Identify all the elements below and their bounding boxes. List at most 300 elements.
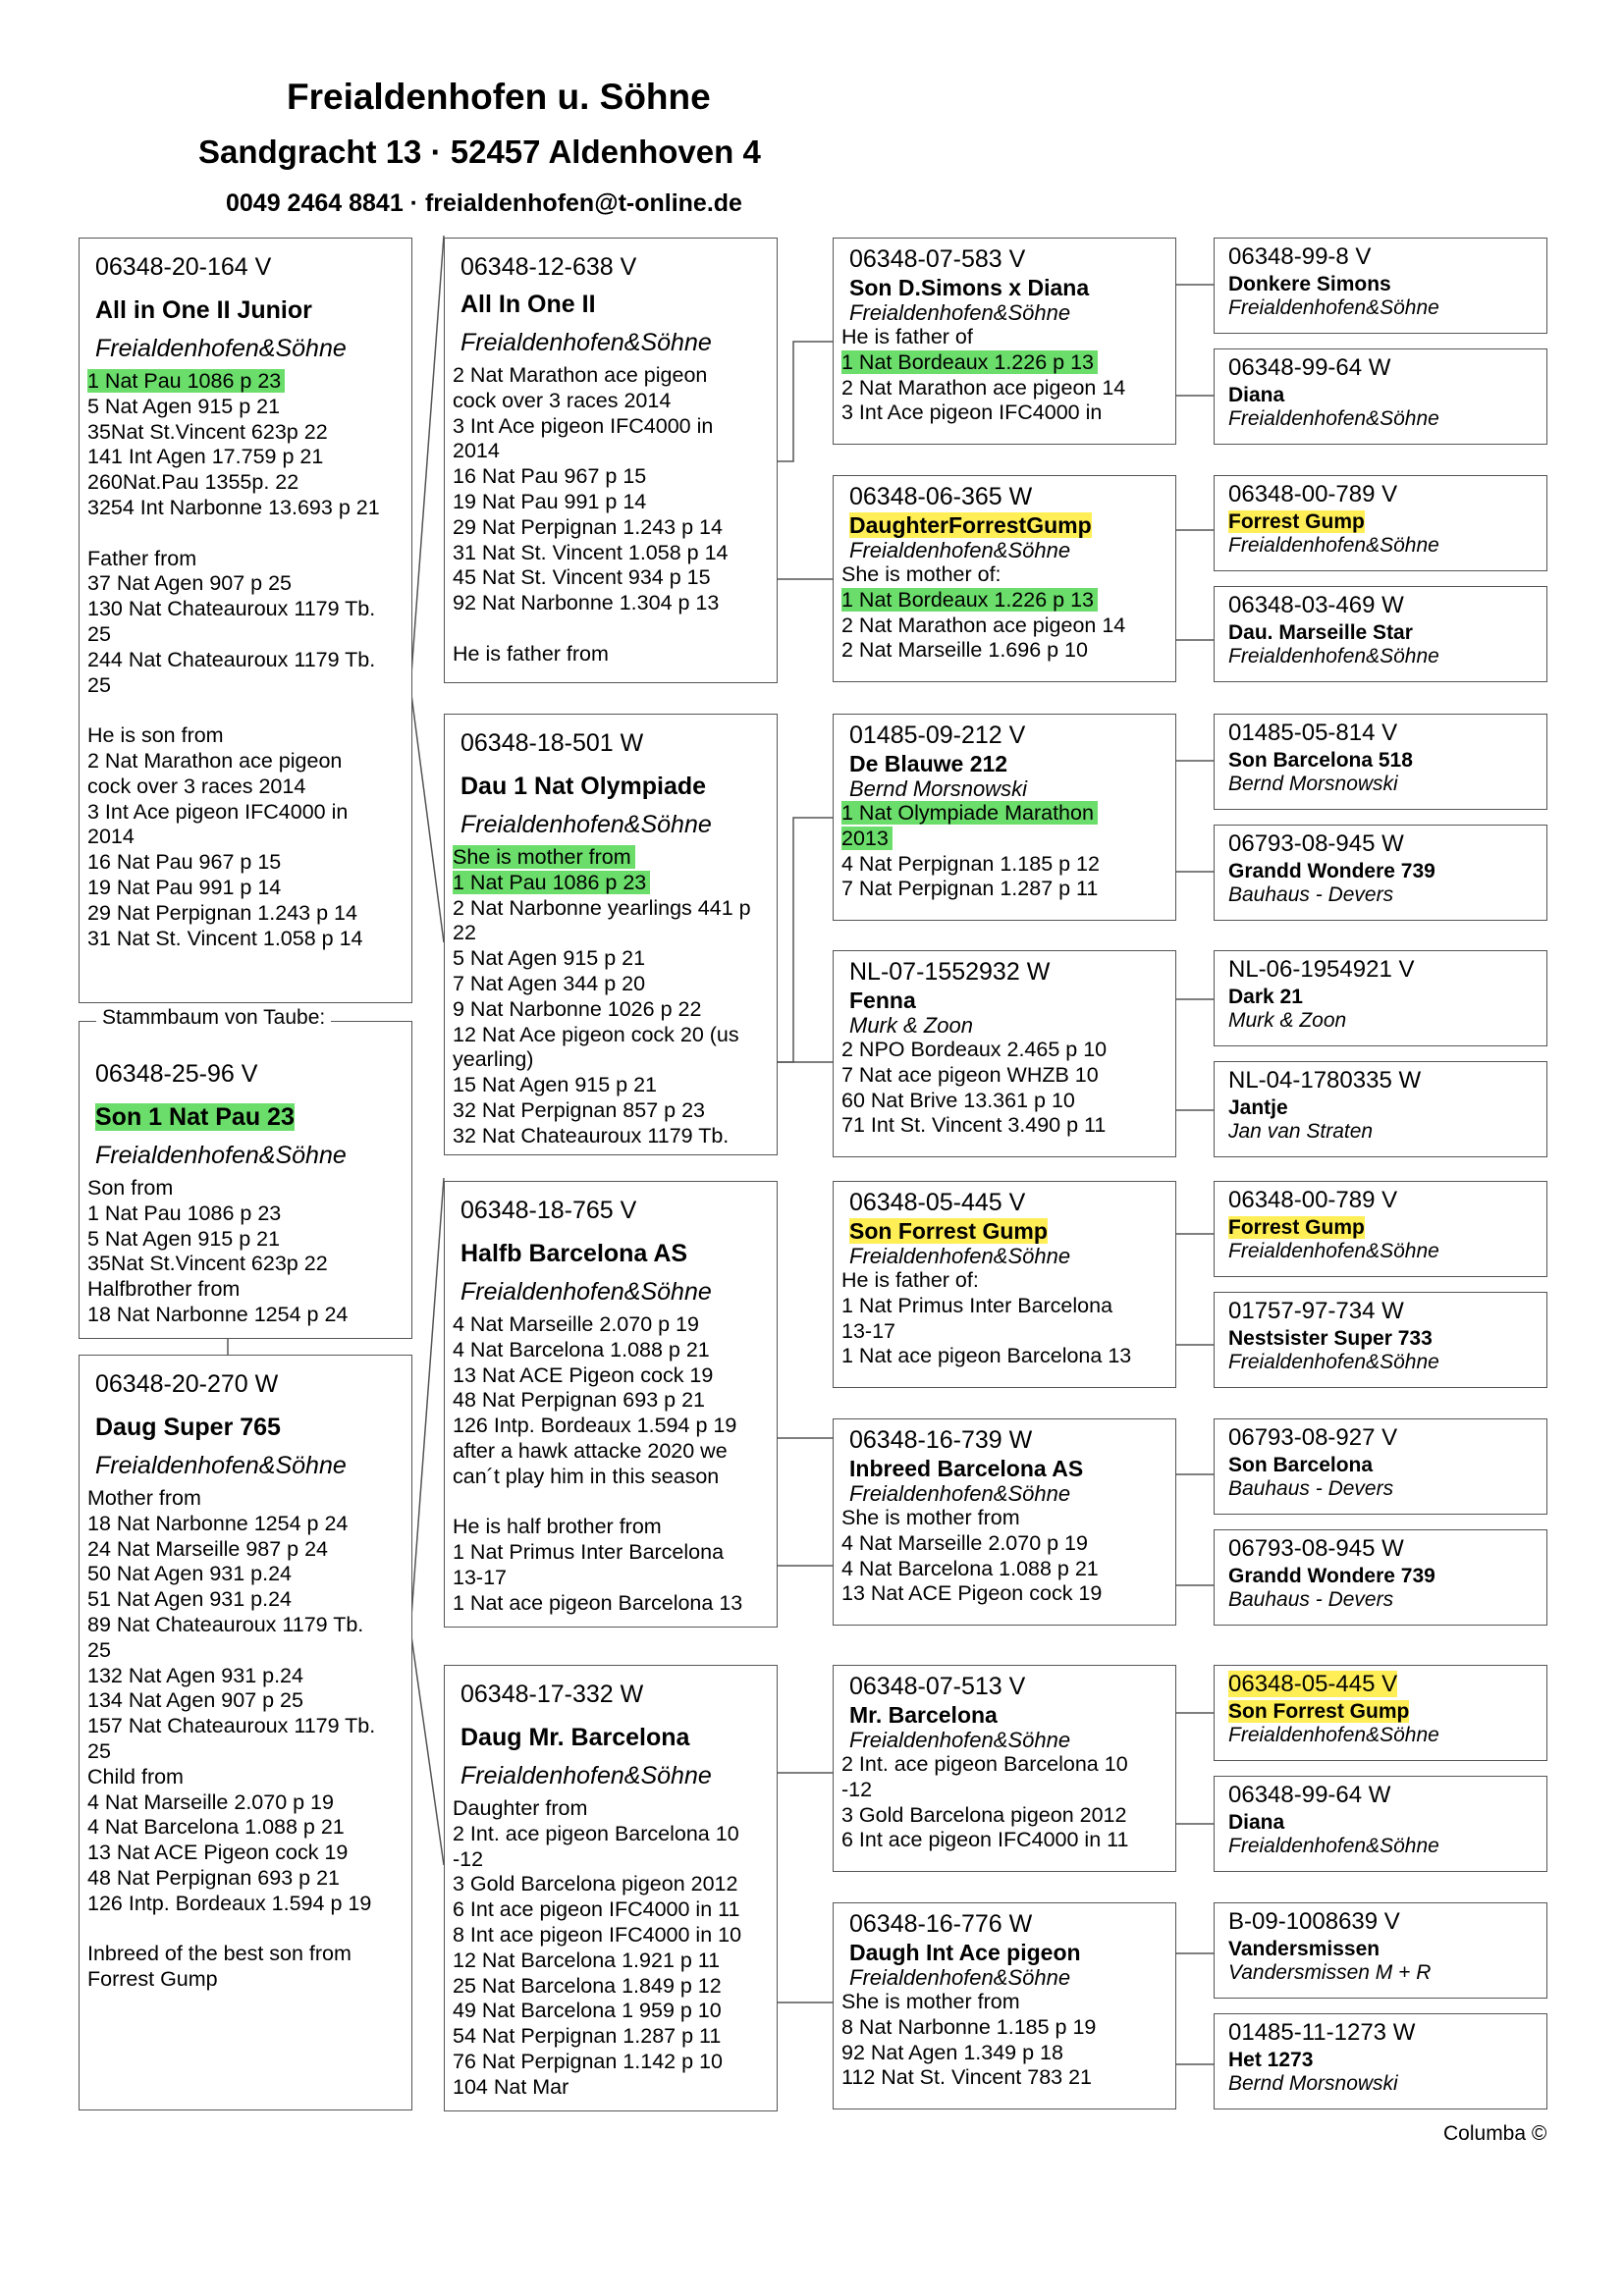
pigeon-name: Daug Super 765 <box>95 1414 281 1441</box>
performance-line <box>841 1089 1167 1114</box>
performance-line <box>453 921 769 946</box>
ring-number-text: 06348-03-469 W <box>1228 592 1404 618</box>
performance-line <box>453 1999 769 2024</box>
grandparent-card <box>444 238 778 683</box>
performance-text: 29 Nat Perpignan 1.243 p 14 <box>453 514 723 539</box>
performance-list <box>841 562 1167 664</box>
great-grandparent-card <box>833 1902 1176 2109</box>
performance-text: 35Nat St.Vincent 623p 22 <box>87 419 328 444</box>
performance-text: 5 Nat Agen 915 p 21 <box>87 394 281 418</box>
performance-line <box>841 1557 1167 1582</box>
performance-text: 92 Nat Agen 1.349 p 18 <box>841 2040 1063 2064</box>
performance-list <box>841 1038 1167 1139</box>
performance-line <box>841 1113 1167 1139</box>
performance-line <box>87 1613 404 1638</box>
sibling-pigeon-card <box>79 1021 412 1339</box>
g3-pigeon-card <box>1214 238 1547 334</box>
performance-text: 1 Nat Pau 1086 p 23 <box>87 369 285 393</box>
performance-text: Son from <box>87 1176 174 1200</box>
breeder-contact: 0049 2464 8841 · freialdenhofen@t-online.de <box>226 189 742 217</box>
breeder-name: Murk & Zoon <box>1228 1009 1347 1032</box>
performance-line <box>453 1923 769 1949</box>
performance-line <box>453 490 769 515</box>
performance-text: 3 Int Ace pigeon IFC4000 in <box>453 413 714 438</box>
performance-text: 4 Nat Barcelona 1.088 p 21 <box>453 1337 710 1362</box>
performance-text: 25 <box>87 1738 111 1763</box>
pigeon-name-text: Fenna <box>849 988 916 1013</box>
performance-line <box>87 876 404 901</box>
performance-text: 2013 <box>841 827 893 850</box>
performance-text: He is father of: <box>841 1268 979 1292</box>
performance-line <box>841 1294 1167 1319</box>
pigeon-name-text: Forrest Gump <box>1228 510 1365 533</box>
connector-line <box>776 818 833 1062</box>
ring-number: 06348-18-501 W <box>460 729 644 757</box>
performance-line <box>453 2075 769 2101</box>
performance-text: 126 Intp. Bordeaux 1.594 p 19 <box>87 1891 372 1915</box>
performance-line <box>841 852 1167 878</box>
performance-text: 1 Nat Pau 1086 p 23 <box>453 871 650 894</box>
performance-line <box>841 877 1167 902</box>
performance-list <box>453 363 769 667</box>
performance-text: 32 Nat Perpignan 857 p 23 <box>453 1097 706 1122</box>
performance-text: 2 Nat Marathon ace pigeon 14 <box>841 613 1126 637</box>
performance-text: cock over 3 races 2014 <box>87 774 306 798</box>
performance-text: 112 Nat St. Vincent 783 21 <box>841 2065 1092 2090</box>
performance-text: She is mother from <box>841 1506 1020 1529</box>
performance-line <box>87 723 404 749</box>
performance-list <box>841 1752 1167 1853</box>
performance-line <box>87 547 404 572</box>
breeder-name: Freialdenhofen&Söhne <box>1228 1835 1439 1857</box>
breeder-name: Bauhaus - Devers <box>1228 883 1394 906</box>
performance-line <box>841 1531 1167 1557</box>
performance-line <box>453 1388 769 1414</box>
performance-line <box>453 1312 769 1338</box>
performance-text: Mother from <box>87 1486 201 1510</box>
performance-text: 2 Nat Narbonne yearlings 441 p <box>453 895 751 920</box>
performance-line <box>87 1638 404 1664</box>
performance-line <box>841 2065 1167 2091</box>
performance-line <box>453 1439 769 1465</box>
performance-text: 141 Int Agen 17.759 p 21 <box>87 445 324 469</box>
performance-text: 50 Nat Agen 931 p.24 <box>87 1562 293 1586</box>
performance-list <box>841 325 1167 426</box>
great-grandparent-card <box>833 475 1176 682</box>
pigeon-name-text: Grandd Wondere 739 <box>1228 860 1435 882</box>
breeder-name: Freialdenhofen&Söhne <box>95 1452 347 1479</box>
performance-line <box>87 1892 404 1917</box>
performance-line <box>453 1796 769 1822</box>
performance-text: 4 Nat Barcelona 1.088 p 21 <box>87 1815 345 1840</box>
performance-line <box>87 1714 404 1739</box>
performance-text: 13-17 <box>841 1318 895 1343</box>
pigeon-name: Dau 1 Nat Olympiade <box>460 773 707 800</box>
performance-line <box>453 642 769 667</box>
pigeon-name-text: Mr. Barcelona <box>849 1702 998 1728</box>
ring-number <box>1228 242 1533 272</box>
performance-line <box>841 1038 1167 1063</box>
breeder-name: Freialdenhofen&Söhne <box>849 1244 1071 1268</box>
performance-line <box>87 1664 404 1689</box>
performance-line <box>87 774 404 800</box>
pigeon-name <box>1228 1215 1533 1240</box>
performance-text: 4 Nat Perpignan 1.185 p 12 <box>841 851 1100 876</box>
g3-pigeon-card <box>1214 2013 1547 2109</box>
performance-text: 2014 <box>453 439 500 463</box>
performance-line <box>453 1897 769 1923</box>
great-grandparent-card <box>833 714 1176 921</box>
pigeon-name <box>1228 1937 1533 1961</box>
performance-line <box>87 1303 404 1328</box>
subject-pigeon-card <box>79 238 412 1003</box>
pigeon-name <box>849 751 1167 777</box>
performance-text: 132 Nat Agen 931 p.24 <box>87 1663 303 1687</box>
performance-text: 29 Nat Perpignan 1.243 p 14 <box>87 900 357 925</box>
g3-pigeon-card <box>1214 1776 1547 1872</box>
performance-line <box>453 1124 769 1149</box>
pigeon-name-text: Diana <box>1228 1811 1285 1834</box>
performance-line <box>841 827 1167 852</box>
performance-line <box>87 648 404 673</box>
g3-pigeon-card <box>1214 1418 1547 1515</box>
performance-text: 92 Nat Narbonne 1.304 p 13 <box>453 591 720 615</box>
performance-text: 3 Int Ace pigeon IFC4000 in <box>87 799 349 824</box>
performance-line <box>87 1277 404 1303</box>
performance-text: Father from <box>87 546 197 570</box>
ring-number: 06348-16-776 W <box>849 1910 1033 1938</box>
ring-number: 01485-09-212 V <box>849 721 1026 749</box>
ring-number <box>1228 1186 1533 1215</box>
performance-line <box>841 1752 1167 1778</box>
performance-line <box>841 2041 1167 2066</box>
ring-number-text: NL-06-1954921 V <box>1228 956 1415 983</box>
performance-line <box>453 1363 769 1389</box>
performance-line <box>87 1176 404 1201</box>
performance-text: 9 Nat Narbonne 1026 p 22 <box>453 996 702 1021</box>
performance-line <box>453 1073 769 1098</box>
performance-line <box>453 1465 769 1490</box>
performance-text: 1 Nat Primus Inter Barcelona <box>453 1540 725 1565</box>
g3-pigeon-card <box>1214 1292 1547 1388</box>
performance-text: 51 Nat Agen 931 p.24 <box>87 1587 293 1612</box>
performance-text: 130 Nat Chateauroux 1179 Tb. <box>87 597 376 621</box>
performance-line <box>841 1803 1167 1829</box>
performance-line <box>87 673 404 699</box>
breeder-name: Freialdenhofen&Söhne <box>849 1481 1071 1506</box>
performance-text: 48 Nat Perpignan 693 p 21 <box>453 1388 706 1413</box>
ring-number: NL-07-1552932 W <box>849 958 1051 986</box>
performance-text: 12 Nat Ace pigeon cock 20 (us <box>453 1022 739 1046</box>
performance-line <box>453 1822 769 1847</box>
performance-text: -12 <box>841 1777 873 1801</box>
performance-text: 2 Nat Marathon ace pigeon 14 <box>841 375 1126 400</box>
performance-text: after a hawk attacke 2020 we <box>453 1438 728 1463</box>
performance-line <box>841 638 1167 664</box>
performance-line <box>87 850 404 876</box>
performance-text: 25 <box>87 621 111 646</box>
performance-line <box>453 997 769 1023</box>
performance-line <box>87 1688 404 1714</box>
ring-number-text: 06348-05-445 V <box>1228 1671 1398 1697</box>
performance-line <box>841 1344 1167 1369</box>
performance-line <box>841 1506 1167 1531</box>
ring-number <box>1228 591 1533 620</box>
performance-text: 13 Nat ACE Pigeon cock 19 <box>841 1581 1103 1606</box>
connector-line <box>410 687 444 942</box>
ring-number-text: 06793-08-945 W <box>1228 830 1404 857</box>
ring-number <box>1228 1781 1533 1810</box>
performance-list <box>841 1506 1167 1607</box>
pigeon-name <box>1228 985 1533 1009</box>
performance-line <box>841 325 1167 350</box>
performance-text: 5 Nat Agen 915 p 21 <box>87 1226 281 1251</box>
pigeon-name <box>849 988 1167 1014</box>
performance-line <box>87 1587 404 1613</box>
performance-text: 13 Nat ACE Pigeon cock 19 <box>87 1841 349 1865</box>
ring-number-text: 06348-99-8 V <box>1228 243 1372 270</box>
connector-line <box>410 1178 444 1629</box>
performance-text: 37 Nat Agen 907 p 25 <box>87 571 293 596</box>
performance-line <box>87 1765 404 1790</box>
performance-text: 260Nat.Pau 1355p. 22 <box>87 470 299 495</box>
grandparent-card <box>444 1665 778 2111</box>
pigeon-name-text: Son Barcelona <box>1228 1454 1374 1476</box>
connector-line <box>410 1629 444 1865</box>
ring-number-text: 01485-11-1273 W <box>1228 2019 1416 2046</box>
breeder-name: Freialdenhofen&Söhne <box>849 538 1071 562</box>
performance-list <box>841 1990 1167 2091</box>
ring-number: 06348-05-445 V <box>849 1189 1026 1216</box>
performance-list <box>87 369 404 951</box>
ring-number: 06348-12-638 V <box>460 253 637 281</box>
performance-line <box>841 376 1167 401</box>
performance-text: She is mother from <box>841 1990 1020 2013</box>
performance-line <box>453 946 769 972</box>
performance-line <box>87 1790 404 1816</box>
performance-line <box>87 1866 404 1892</box>
performance-line <box>841 2015 1167 2041</box>
pigeon-name <box>849 1940 1167 1966</box>
breeder-name: Bernd Morsnowski <box>1228 2072 1398 2095</box>
performance-text: 2 Nat Marathon ace pigeon <box>87 748 343 773</box>
ring-number: 06348-06-365 W <box>849 483 1033 510</box>
performance-line <box>453 414 769 440</box>
performance-line <box>87 1252 404 1277</box>
performance-text: 8 Int ace pigeon IFC4000 in 10 <box>453 1922 742 1947</box>
performance-line <box>87 698 404 723</box>
performance-line <box>453 1974 769 2000</box>
performance-list <box>87 1176 404 1328</box>
breeder-name: Freialdenhofen&Söhne <box>849 1965 1071 1990</box>
performance-text: 16 Nat Pau 967 p 15 <box>87 850 282 875</box>
ring-number-text: 06348-00-789 V <box>1228 481 1398 507</box>
performance-line <box>87 749 404 774</box>
breeder-name: Freialdenhofen&Söhne <box>1228 645 1439 667</box>
performance-list <box>453 845 769 1149</box>
pigeon-name <box>849 275 1167 301</box>
pigeon-name-text: Donkere Simons <box>1228 273 1391 295</box>
g3-pigeon-card <box>1214 1665 1547 1761</box>
g3-pigeon-card <box>1214 1061 1547 1157</box>
performance-line <box>87 927 404 952</box>
performance-line <box>87 395 404 420</box>
ring-number: 06348-18-765 V <box>460 1197 637 1224</box>
performance-line <box>453 464 769 490</box>
performance-line <box>841 1063 1167 1089</box>
ring-number: 06348-07-513 V <box>849 1673 1026 1700</box>
footer-credit: Columba © <box>1443 2122 1547 2145</box>
performance-text: 49 Nat Barcelona 1 959 p 10 <box>453 1999 722 2023</box>
breeder-name: Freialdenhofen&Söhne <box>95 335 347 362</box>
ring-number <box>1228 1297 1533 1326</box>
pigeon-name-text: Diana <box>1228 384 1285 406</box>
breeder-name: Freialdenhofen&Söhne <box>1228 1240 1439 1262</box>
ring-number-text: NL-04-1780335 W <box>1228 1067 1422 1094</box>
breeder-name: Freialdenhofen&Söhne <box>1228 534 1439 557</box>
performance-text: can´t play him in this season <box>453 1464 720 1488</box>
performance-line <box>841 801 1167 827</box>
pigeon-name-text: DaughterForrestGump <box>849 512 1092 538</box>
performance-text: 7 Nat ace pigeon WHZB 10 <box>841 1062 1099 1087</box>
breeder-name: Freialdenhofen&Söhne <box>1228 1351 1439 1373</box>
performance-list <box>841 801 1167 902</box>
performance-line <box>87 496 404 521</box>
performance-text: 2 Int. ace pigeon Barcelona 10 <box>841 1752 1128 1776</box>
performance-line <box>453 1023 769 1048</box>
ring-number: 06348-20-270 W <box>95 1370 279 1398</box>
pigeon-name <box>1228 1326 1533 1351</box>
performance-line <box>453 2050 769 2075</box>
performance-text: 48 Nat Perpignan 693 p 21 <box>87 1865 341 1890</box>
grandparent-card <box>444 714 778 1155</box>
pigeon-name <box>849 1218 1167 1245</box>
performance-line <box>87 420 404 446</box>
performance-line <box>453 616 769 642</box>
performance-text: yearling) <box>453 1047 534 1072</box>
grandparent-card <box>444 1181 778 1628</box>
performance-text: 3254 Int Narbonne 13.693 p 21 <box>87 495 380 519</box>
pigeon-name <box>849 1702 1167 1729</box>
performance-line <box>841 350 1167 376</box>
ring-number <box>1228 829 1533 859</box>
pigeon-name <box>1228 859 1533 883</box>
performance-text: 7 Nat Perpignan 1.287 p 11 <box>841 877 1099 901</box>
performance-text: 15 Nat Agen 915 p 21 <box>453 1073 658 1097</box>
performance-text: 157 Nat Chateauroux 1179 Tb. <box>87 1714 376 1738</box>
performance-list <box>453 1312 769 1617</box>
g3-pigeon-card <box>1214 950 1547 1046</box>
performance-text: He is son from <box>87 723 224 748</box>
performance-line <box>453 896 769 922</box>
performance-text: 54 Nat Perpignan 1.287 p 11 <box>453 2024 722 2049</box>
pigeon-name: Daug Mr. Barcelona <box>460 1724 690 1751</box>
pigeon-name-text: Son 1 Nat Pau 23 <box>95 1103 295 1131</box>
breeder-name: Jan van Straten <box>1228 1120 1374 1143</box>
performance-line <box>87 901 404 927</box>
performance-text: 6 Int ace pigeon IFC4000 in 11 <box>453 1897 740 1922</box>
great-grandparent-card <box>833 950 1176 1157</box>
pigeon-name-text: Nestsister Super 733 <box>1228 1327 1433 1350</box>
pigeon-name <box>1228 272 1533 296</box>
performance-line <box>453 871 769 896</box>
ring-number: 06348-25-96 V <box>95 1060 258 1088</box>
ring-number <box>1228 2018 1533 2048</box>
performance-text: 2 NPO Bordeaux 2.465 p 10 <box>841 1038 1108 1061</box>
ring-number: 06348-17-332 W <box>460 1681 644 1708</box>
performance-text: 19 Nat Pau 991 p 14 <box>453 489 647 513</box>
performance-line <box>87 369 404 395</box>
ring-number-text: 06348-00-789 V <box>1228 1187 1398 1213</box>
breeder-name: Bauhaus - Devers <box>1228 1477 1394 1500</box>
performance-line <box>453 1847 769 1873</box>
g3-pigeon-card <box>1214 586 1547 682</box>
performance-text: 1 Nat ace pigeon Barcelona 13 <box>453 1590 743 1615</box>
performance-text: 134 Nat Agen 907 p 25 <box>87 1688 303 1713</box>
pigeon-name-text: De Blauwe 212 <box>849 751 1008 776</box>
performance-line <box>87 1739 404 1765</box>
breeder-name: Freialdenhofen&Söhne <box>849 300 1071 325</box>
performance-text: 1 Nat ace pigeon Barcelona 13 <box>841 1344 1132 1368</box>
pigeon-name <box>849 512 1167 539</box>
performance-text: 12 Nat Barcelona 1.921 p 11 <box>453 1948 721 1972</box>
performance-line <box>841 1319 1167 1345</box>
performance-line <box>87 470 404 496</box>
performance-text: 13 Nat ACE Pigeon cock 19 <box>453 1362 714 1387</box>
breeder-name: Freialdenhofen&Söhne <box>460 811 712 838</box>
ring-number-text: B-09-1008639 V <box>1228 1908 1400 1935</box>
performance-text: 2 Int. ace pigeon Barcelona 10 <box>453 1821 739 1845</box>
g3-pigeon-card <box>1214 348 1547 445</box>
pigeon-name: Halfb Barcelona AS <box>460 1240 688 1267</box>
ring-number <box>1228 1670 1533 1699</box>
performance-text: 35Nat St.Vincent 623p 22 <box>87 1252 328 1276</box>
performance-text: 13-17 <box>453 1565 507 1589</box>
performance-text: He is half brother from <box>453 1515 662 1539</box>
performance-line <box>87 1917 404 1943</box>
performance-text: 244 Nat Chateauroux 1179 Tb. <box>87 647 376 671</box>
performance-line <box>453 845 769 871</box>
performance-line <box>87 1815 404 1841</box>
breeder-name: Murk & Zoon <box>849 1013 973 1038</box>
performance-line <box>87 1967 404 1993</box>
performance-line <box>87 1562 404 1587</box>
performance-line <box>87 1227 404 1253</box>
performance-line <box>453 591 769 616</box>
ring-number-text: 06793-08-945 W <box>1228 1535 1404 1562</box>
pigeon-name-text: Dark 21 <box>1228 986 1303 1008</box>
g3-pigeon-card <box>1214 1902 1547 1999</box>
performance-line <box>841 1778 1167 1803</box>
performance-text: 71 Int St. Vincent 3.490 p 11 <box>841 1113 1107 1138</box>
performance-line <box>453 1949 769 1974</box>
performance-line <box>841 1990 1167 2015</box>
performance-text: 18 Nat Narbonne 1254 p 24 <box>87 1511 349 1535</box>
pigeon-name-text: Son D.Simons x Diana <box>849 275 1090 300</box>
performance-text: Halfbrother from <box>87 1277 241 1302</box>
great-grandparent-card <box>833 238 1176 445</box>
breeder-name: Bernd Morsnowski <box>849 776 1027 801</box>
ring-number-text: 06793-08-927 V <box>1228 1424 1398 1451</box>
g3-pigeon-card <box>1214 475 1547 571</box>
ring-number <box>1228 1907 1533 1937</box>
performance-line <box>453 541 769 566</box>
pigeon-name <box>1228 748 1533 773</box>
performance-text: She is mother of: <box>841 562 1001 586</box>
performance-text: 22 <box>453 921 476 945</box>
performance-text: 3 Gold Barcelona pigeon 2012 <box>841 1802 1127 1827</box>
ring-number: 06348-07-583 V <box>849 245 1026 273</box>
